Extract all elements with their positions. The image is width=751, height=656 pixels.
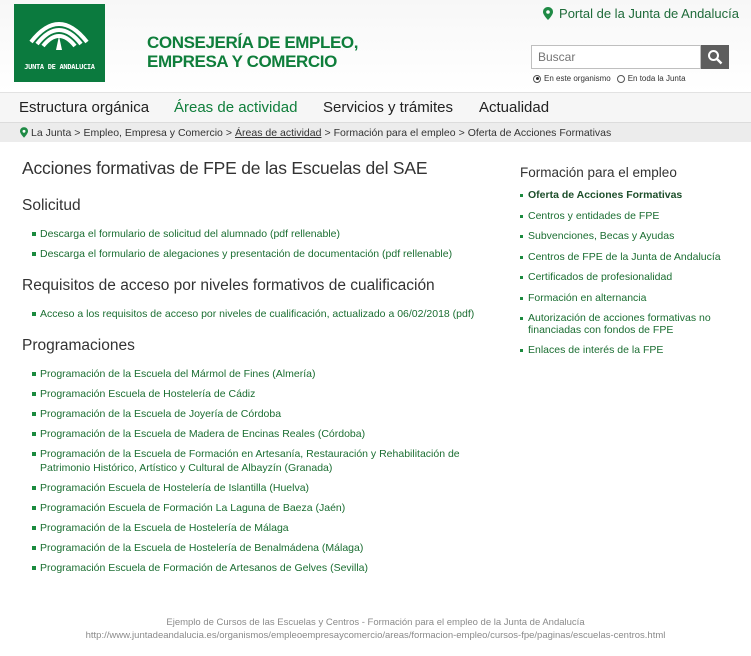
sidebar-item-oferta[interactable]: Oferta de Acciones Formativas <box>520 190 745 202</box>
programacion-link[interactable]: Programación de la Escuela de Formación en Artesanía, Restauración y Rehabilitación de Patrimonio Histórico, Artístico y Cultural de Albayzín (Granada) <box>40 448 460 474</box>
logo-text: JUNTA DE ANDALUCIA <box>24 63 95 71</box>
scope-option-2-label: En toda la Junta <box>627 74 686 83</box>
search-box <box>531 45 729 69</box>
programacion-link[interactable]: Programación de la Escuela del Mármol de Fines (Almería) <box>40 368 316 380</box>
breadcrumb-separator: > <box>74 126 81 139</box>
consejeria-title[interactable] <box>147 33 358 71</box>
solicitud-link[interactable]: Descarga el formulario de alegaciones y presentación de documentación (pdf rellenable) <box>40 248 453 260</box>
search-icon <box>707 49 723 65</box>
breadcrumb <box>0 123 751 142</box>
portal-link[interactable] <box>543 6 739 21</box>
consejeria-line-2: EMPRESA Y COMERCIO <box>147 52 337 71</box>
search-input[interactable] <box>531 45 701 69</box>
programacion-link[interactable]: Programación Escuela de Hostelería de Islantilla (Huelva) <box>40 482 310 494</box>
sidebar-title: Formación para el empleo <box>520 165 677 180</box>
site-header <box>0 0 751 92</box>
nav-servicios-y-tramites[interactable]: Servicios y trámites <box>323 99 454 116</box>
programacion-link[interactable]: Programación Escuela de Formación de Artesanos de Gelves (Sevilla) <box>40 562 368 574</box>
list-item <box>22 501 492 515</box>
solicitud-link[interactable]: Descarga el formulario de solicitud del alumnado (pdf rellenable) <box>40 228 340 240</box>
list-item <box>22 481 492 495</box>
list-item <box>22 561 492 575</box>
sidebar-item-centros-entidades[interactable]: Centros y entidades de FPE <box>520 211 745 223</box>
programacion-link[interactable]: Programación de la Escuela de Hostelería de Málaga <box>40 522 289 534</box>
programacion-link[interactable]: Programación de la Escuela de Joyería de Córdoba <box>40 408 282 420</box>
nav-estructura-organica[interactable]: Estructura orgánica <box>19 99 150 116</box>
scope-option-organismo[interactable] <box>533 74 611 83</box>
map-pin-icon <box>543 7 553 20</box>
list-item <box>22 247 492 261</box>
page-title: Acciones formativas de FPE de las Escuelas del SAE <box>22 158 428 178</box>
sidebar-list <box>520 190 745 357</box>
scope-option-junta[interactable] <box>617 74 686 83</box>
caption-line-1: Ejemplo de Cursos de las Escuelas y Centros - Formación para el empleo de la Junta de Andalucía <box>166 617 585 628</box>
requisitos-links <box>22 307 492 321</box>
breadcrumb-separator: > <box>458 126 465 139</box>
sidebar-item-subvenciones[interactable]: Subvenciones, Becas y Ayudas <box>520 231 745 243</box>
sidebar-item-centros-fpe[interactable]: Centros de FPE de la Junta de Andalucía <box>520 252 745 264</box>
main-nav <box>0 92 751 123</box>
sidebar-item-enlaces[interactable]: Enlaces de interés de la FPE <box>520 345 745 357</box>
programaciones-links <box>22 367 492 575</box>
programacion-link[interactable]: Programación Escuela de Formación La Laguna de Baeza (Jaén) <box>40 502 346 514</box>
sidebar-item-autorizacion[interactable]: Autorización de acciones formativas no financiadas con fondos de FPE <box>520 313 745 336</box>
list-item <box>22 407 492 421</box>
junta-arches-icon <box>27 12 91 56</box>
radio-selected-icon[interactable] <box>533 75 541 83</box>
section-title-solicitud: Solicitud <box>22 197 81 214</box>
requisitos-link[interactable]: Acceso a los requisitos de acceso por niveles de cualificación, actualizado a 06/02/2018 (pdf) <box>40 308 475 320</box>
list-item <box>22 367 492 381</box>
list-item <box>22 521 492 535</box>
list-item <box>22 387 492 401</box>
nav-actualidad[interactable]: Actualidad <box>479 99 550 116</box>
programacion-link[interactable]: Programación de la Escuela de Madera de Encinas Reales (Córdoba) <box>40 428 366 440</box>
breadcrumb-separator: > <box>225 126 233 139</box>
section-title-programaciones: Programaciones <box>22 337 135 354</box>
sidebar-item-certificados[interactable]: Certificados de profesionalidad <box>520 272 745 284</box>
breadcrumb-item-empleo[interactable]: Empleo, Empresa y Comercio <box>83 126 223 139</box>
portal-label: Portal de la Junta de Andalucía <box>559 6 739 21</box>
sidebar <box>520 165 745 366</box>
list-item <box>22 307 492 321</box>
list-item <box>22 427 492 441</box>
main-content <box>22 158 492 591</box>
radio-unselected-icon[interactable] <box>617 75 625 83</box>
search-button[interactable] <box>701 45 729 69</box>
caption-line-2: http://www.juntadeandalucia.es/organismos/empleoempresaycomercio/areas/formacion-empleo/cursos-fpe/paginas/escuelas-centros.html <box>85 630 666 641</box>
nav-areas-de-actividad[interactable]: Áreas de actividad <box>174 99 298 116</box>
search-scope <box>533 74 686 83</box>
programacion-link[interactable]: Programación Escuela de Hostelería de Cádiz <box>40 388 256 400</box>
junta-logo[interactable] <box>14 4 105 82</box>
section-title-requisitos: Requisitos de acceso por niveles formativos de cualificación <box>22 277 435 294</box>
list-item <box>22 447 492 475</box>
breadcrumb-item-oferta: Oferta de Acciones Formativas <box>467 126 612 139</box>
breadcrumb-separator: > <box>324 126 331 139</box>
consejeria-line-1: CONSEJERÍA DE EMPLEO, <box>147 33 359 52</box>
list-item <box>22 541 492 555</box>
sidebar-item-alternancia[interactable]: Formación en alternancia <box>520 293 745 305</box>
list-item <box>22 227 492 241</box>
breadcrumb-item-formacion[interactable]: Formación para el empleo <box>333 126 456 139</box>
breadcrumb-pin-icon <box>20 127 28 138</box>
scope-option-1-label: En este organismo <box>544 74 611 83</box>
solicitud-links <box>22 227 492 261</box>
image-caption <box>0 616 751 642</box>
breadcrumb-item-la-junta[interactable]: La Junta <box>31 126 72 139</box>
programacion-link[interactable]: Programación de la Escuela de Hostelería de Benalmádena (Málaga) <box>40 542 364 554</box>
breadcrumb-item-areas[interactable]: Áreas de actividad <box>235 126 322 139</box>
